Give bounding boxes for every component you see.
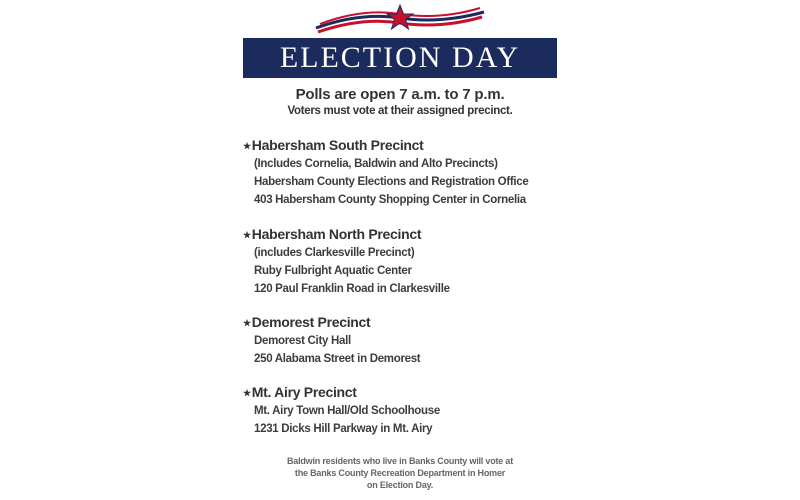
precinct-address: 250 Alabama Street in Demorest	[254, 353, 421, 365]
star-icon: ★	[243, 318, 251, 328]
precinct-heading	[243, 383, 573, 402]
star-icon: ★	[243, 141, 251, 151]
precinct-habersham-north	[243, 225, 573, 298]
precinct-name: Mt. Airy Precinct	[251, 384, 357, 400]
footnote-line: the Banks County Recreation Department in Homer	[294, 468, 506, 478]
precinct-address: 120 Paul Franklin Road in Clarkesville	[254, 283, 450, 295]
precinct-location: Habersham County Elections and Registration Office	[254, 176, 529, 188]
precinct-name: Habersham North Precinct	[251, 226, 422, 242]
precinct-heading	[243, 136, 573, 155]
precinct-demorest	[243, 313, 573, 368]
footnote-line: on Election Day.	[366, 480, 434, 490]
title-banner	[243, 38, 557, 78]
precinct-location: Ruby Fulbright Aquatic Center	[254, 265, 412, 277]
precinct-location: Demorest City Hall	[254, 335, 351, 347]
precinct-mt-airy	[243, 383, 573, 438]
precinct-location: Mt. Airy Town Hall/Old Schoolhouse	[254, 405, 440, 417]
precinct-name: Habersham South Precinct	[251, 137, 424, 153]
precinct-address: 1231 Dicks Hill Parkway in Mt. Airy	[254, 423, 433, 435]
footnote-line: Baldwin residents who live in Banks County will vote at	[286, 456, 514, 466]
precinct-includes: (Includes Cornelia, Baldwin and Alto Precincts)	[254, 158, 498, 170]
precinct-heading	[243, 225, 573, 244]
precinct-address: 403 Habersham County Shopping Center in Cornelia	[254, 194, 526, 206]
precinct-name: Demorest Precinct	[251, 314, 371, 330]
precinct-rule: Voters must vote at their assigned precinct.	[287, 105, 513, 117]
precinct-heading	[243, 313, 573, 332]
star-icon: ★	[243, 388, 251, 398]
page-title: ELECTION DAY	[279, 41, 521, 74]
star-icon: ★	[243, 230, 251, 240]
precinct-includes: (includes Clarkesville Precinct)	[254, 247, 415, 259]
star-flag-swoosh-icon	[310, 4, 490, 34]
precinct-habersham-south	[243, 136, 573, 209]
poll-hours: Polls are open 7 a.m. to 7 p.m.	[295, 86, 505, 103]
banks-county-footnote	[245, 455, 555, 491]
